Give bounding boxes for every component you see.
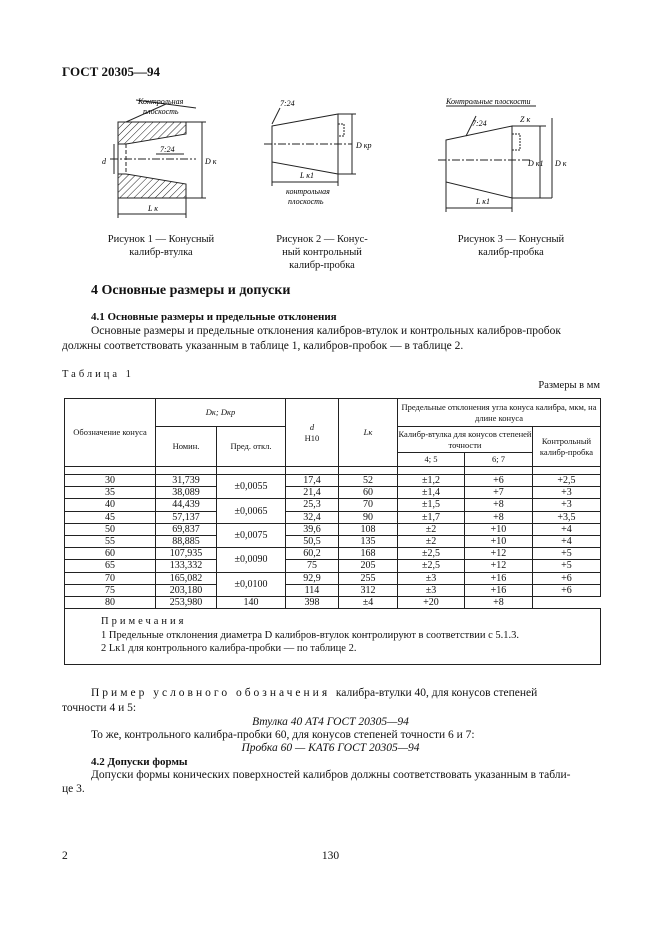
cell-angle-45: ±3 bbox=[398, 572, 465, 584]
table-notes: Примечания 1 Предельные отклонения диаметра D калибров-втулок контролируют в соответствии с 5.1.3. 2 Lк1 для контрольного калибра-пробки — по таблице 2. bbox=[65, 609, 601, 665]
header-pred: Пред. откл. bbox=[217, 427, 286, 467]
figure-2-dkp-label: D кр bbox=[356, 141, 372, 150]
cell-control: +2,5 bbox=[533, 475, 601, 487]
header-designation: Обозначение конуса bbox=[65, 399, 156, 467]
figure-1-plane-label: Контрольная bbox=[138, 97, 184, 106]
header-bush-45: 4; 5 bbox=[398, 453, 465, 467]
cell-nominal: 133,332 bbox=[156, 560, 217, 572]
cell-nominal: 253,980 bbox=[156, 596, 217, 608]
cell-cone: 35 bbox=[65, 487, 156, 499]
table-row bbox=[65, 572, 601, 584]
cell-angle-45: ±2,5 bbox=[398, 548, 465, 560]
figure-1-dk-label: D к bbox=[205, 157, 217, 166]
figure-3-lk1-label: L к1 bbox=[476, 197, 491, 206]
cell-lk: 135 bbox=[339, 535, 398, 547]
cell-angle-45: ±1,2 bbox=[398, 475, 465, 487]
figure-1-d-label: d bbox=[102, 157, 106, 166]
header-lk: Lк bbox=[339, 399, 398, 467]
header-bush: Калибр-втулка для конусов степеней точности bbox=[398, 427, 533, 453]
cell-lk: 60 bbox=[339, 487, 398, 499]
cell-nominal: 107,935 bbox=[156, 548, 217, 560]
table-row bbox=[65, 584, 601, 596]
cell-control: +5 bbox=[533, 548, 601, 560]
cell-cone: 55 bbox=[65, 535, 156, 547]
subsection-4-2-text-1: Допуски формы конических поверхностей калибров должны соответствовать указанным в табли- bbox=[91, 769, 571, 781]
subsection-4-2-title: 4.2 Допуски формы bbox=[91, 756, 188, 768]
example-line-2: точности 4 и 5: bbox=[62, 702, 137, 714]
cell-d: 17,4 bbox=[286, 475, 339, 487]
figure-2-lk1-label: L к1 bbox=[300, 171, 315, 180]
table-1 bbox=[64, 398, 601, 665]
figure-1-angle-label: 7:24 bbox=[160, 145, 175, 154]
header-d: d H10 bbox=[286, 399, 339, 467]
cell-d: 50,5 bbox=[286, 535, 339, 547]
figure-2-drawing bbox=[260, 94, 380, 214]
example-code-2: Пробка 60 — КАТ6 ГОСТ 20305—94 bbox=[241, 742, 420, 754]
page-number-center: 130 bbox=[321, 850, 340, 862]
cell-lk: 205 bbox=[339, 560, 398, 572]
cell-angle-67: +12 bbox=[465, 548, 533, 560]
cell-angle-45: ±2 bbox=[398, 523, 465, 535]
cell-control: +6 bbox=[533, 572, 601, 584]
header-angle: Предельные отклонения угла конуса калибра, мкм, на длине конуса bbox=[398, 399, 601, 427]
cell-control: +3 bbox=[533, 487, 601, 499]
cell-nominal: 57,137 bbox=[156, 511, 217, 523]
cell-nominal: 31,739 bbox=[156, 475, 217, 487]
cell-angle-67: +12 bbox=[465, 560, 533, 572]
cell-cone: 75 bbox=[65, 584, 156, 596]
cell-angle-67: +6 bbox=[465, 475, 533, 487]
example-line-1: Пример условного обозначения калибра-втулки 40, для конусов степеней bbox=[91, 687, 538, 699]
cell-angle-67: +8 bbox=[465, 499, 533, 511]
table-1-label: Таблица 1 bbox=[62, 369, 134, 380]
cell-tolerance: ±0,0075 bbox=[217, 523, 286, 547]
figure-3-drawing bbox=[436, 94, 576, 224]
figure-1-drawing bbox=[96, 94, 226, 224]
cell-d: 32,4 bbox=[286, 511, 339, 523]
cell-nominal: 203,180 bbox=[156, 584, 217, 596]
cell-lk: 312 bbox=[339, 584, 398, 596]
document-header: ГОСТ 20305—94 bbox=[62, 64, 161, 79]
cell-angle-45: ±2,5 bbox=[398, 560, 465, 572]
figure-3-dk1-label: D к1 bbox=[528, 159, 544, 168]
table-row bbox=[65, 523, 601, 535]
cell-tolerance: ±0,0090 bbox=[217, 548, 286, 572]
page-number-left: 2 bbox=[62, 850, 68, 862]
figure-3-dk-label: D к bbox=[555, 159, 567, 168]
cell-angle-67: +7 bbox=[465, 487, 533, 499]
subsection-4-1-title: 4.1 Основные размеры и предельные отклонения bbox=[91, 311, 337, 323]
cell-control: +4 bbox=[533, 523, 601, 535]
cell-d: 25,3 bbox=[286, 499, 339, 511]
cell-cone: 40 bbox=[65, 499, 156, 511]
figure-3-zk-label: Z к bbox=[520, 115, 531, 124]
cell-control: +5 bbox=[533, 560, 601, 572]
figure-2-plane-label: контрольная bbox=[286, 187, 330, 196]
figure-2-caption: Рисунок 2 — Конус- ный контрольный калибр-пробка bbox=[276, 234, 368, 271]
cell-angle-67: +10 bbox=[465, 523, 533, 535]
cell-d: 39,6 bbox=[286, 523, 339, 535]
cell-nominal: 69,837 bbox=[156, 523, 217, 535]
section-title: 4 Основные размеры и допуски bbox=[91, 283, 291, 298]
figure-3-plane-label: Контрольные плоскости bbox=[446, 97, 531, 106]
table-row bbox=[65, 596, 601, 608]
table-row bbox=[65, 548, 601, 560]
header-ctrl: Контрольный калибр-пробка bbox=[533, 427, 601, 467]
figure-3-angle-label: 7:24 bbox=[472, 119, 487, 128]
cell-nominal: 44,439 bbox=[156, 499, 217, 511]
table-row bbox=[65, 535, 601, 547]
figure-2-plane-label-2: плоскость bbox=[288, 197, 324, 206]
cell-d: 114 bbox=[286, 584, 339, 596]
cell-lk: 168 bbox=[339, 548, 398, 560]
cell-cone: 45 bbox=[65, 511, 156, 523]
cell-tolerance: ±0,0065 bbox=[217, 499, 286, 523]
cell-cone: 60 bbox=[65, 548, 156, 560]
cell-control: +3,5 bbox=[533, 511, 601, 523]
cell-d: 60,2 bbox=[286, 548, 339, 560]
cell-cone: 65 bbox=[65, 560, 156, 572]
cell-tolerance: ±0,0100 bbox=[217, 572, 286, 596]
cell-nominal: 88,885 bbox=[156, 535, 217, 547]
header-bush-67: 6; 7 bbox=[465, 453, 533, 467]
figure-1-caption: Рисунок 1 — Конусный калибр-втулка bbox=[107, 234, 215, 258]
cell-d: 140 bbox=[217, 596, 286, 608]
cell-angle-45: ±2 bbox=[398, 535, 465, 547]
cell-angle-67: +20 bbox=[398, 596, 465, 608]
cell-lk: 255 bbox=[339, 572, 398, 584]
table-row bbox=[65, 499, 601, 511]
figure-2-angle-label: 7:24 bbox=[280, 99, 295, 108]
header-nominal: Номин. bbox=[156, 427, 217, 467]
cell-angle-45: ±1,5 bbox=[398, 499, 465, 511]
table-row bbox=[65, 487, 601, 499]
cell-control: +4 bbox=[533, 535, 601, 547]
example-code-1: Втулка 40 АТ4 ГОСТ 20305—94 bbox=[252, 716, 409, 728]
cell-d: 21,4 bbox=[286, 487, 339, 499]
table-row bbox=[65, 475, 601, 487]
cell-angle-45: ±4 bbox=[339, 596, 398, 608]
cell-tolerance: ±0,0055 bbox=[217, 475, 286, 499]
header-dk: Dк; Dкр bbox=[156, 399, 286, 427]
cell-control: +8 bbox=[465, 596, 533, 608]
cell-angle-45: ±1,4 bbox=[398, 487, 465, 499]
cell-cone: 30 bbox=[65, 475, 156, 487]
cell-cone: 50 bbox=[65, 523, 156, 535]
table-1-units: Размеры в мм bbox=[538, 380, 600, 391]
cell-d: 75 bbox=[286, 560, 339, 572]
cell-angle-67: +8 bbox=[465, 511, 533, 523]
table-row bbox=[65, 560, 601, 572]
subsection-4-2-text-2: це 3. bbox=[62, 783, 85, 795]
cell-cone: 70 bbox=[65, 572, 156, 584]
cell-lk: 90 bbox=[339, 511, 398, 523]
cell-angle-67: +16 bbox=[465, 572, 533, 584]
cell-lk: 108 bbox=[339, 523, 398, 535]
subsection-4-1-text-1: Основные размеры и предельные отклонения калибров-втулок и контрольных калибров-пробок bbox=[91, 325, 561, 337]
example-label: Пример условного обозначения bbox=[91, 687, 331, 699]
cell-control: +6 bbox=[533, 584, 601, 596]
cell-control: +3 bbox=[533, 499, 601, 511]
cell-cone: 80 bbox=[65, 596, 156, 608]
cell-nominal: 165,082 bbox=[156, 572, 217, 584]
subsection-4-1-text-2: должны соответствовать указанным в таблице 1, калибров-пробок — в таблице 2. bbox=[62, 340, 464, 352]
figure-3-caption: Рисунок 3 — Конусный калибр-пробка bbox=[457, 234, 565, 258]
cell-angle-45: ±1,7 bbox=[398, 511, 465, 523]
table-row bbox=[65, 511, 601, 523]
example-line-3: То же, контрольного калибра-пробки 60, для конусов степеней точности 6 и 7: bbox=[91, 729, 475, 741]
cell-nominal: 38,089 bbox=[156, 487, 217, 499]
figure-1-plane-label-2: плоскость bbox=[143, 107, 179, 116]
cell-d: 92,9 bbox=[286, 572, 339, 584]
cell-angle-67: +16 bbox=[465, 584, 533, 596]
figure-1-lk-label: L к bbox=[148, 204, 159, 213]
cell-angle-45: ±3 bbox=[398, 584, 465, 596]
cell-lk: 52 bbox=[339, 475, 398, 487]
cell-lk: 398 bbox=[286, 596, 339, 608]
cell-angle-67: +10 bbox=[465, 535, 533, 547]
cell-lk: 70 bbox=[339, 499, 398, 511]
